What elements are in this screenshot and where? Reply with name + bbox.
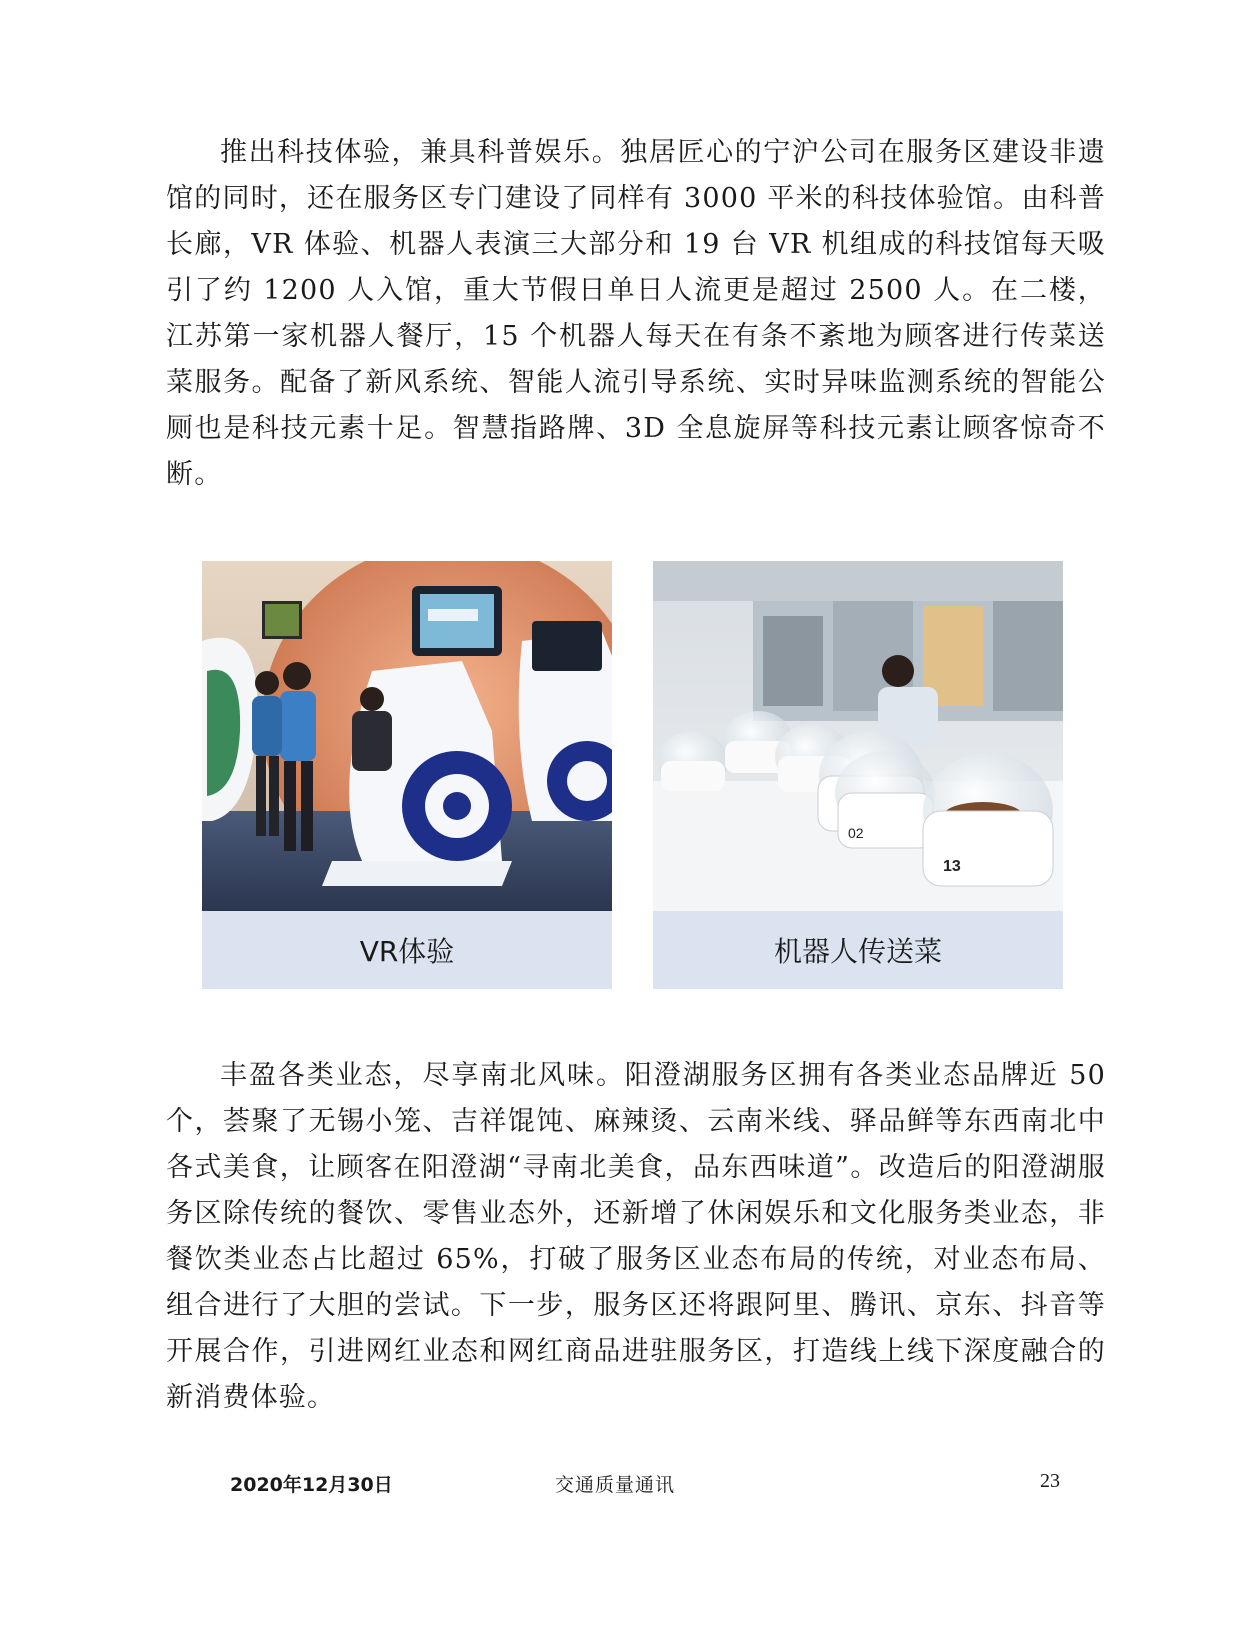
robot-delivery-photo <box>653 561 1063 911</box>
figure-vr-experience <box>202 561 612 989</box>
vr-experience-caption: VR体验 <box>202 911 612 989</box>
robot-number-02: 02 <box>848 825 864 841</box>
paragraph-tech-experience: 推出科技体验，兼具科普娱乐。独居匠心的宁沪公司在服务区建设非遗馆的同时，还在服务区专门建设了同样有 3000 平米的科技体验馆。由科普长廊，VR 体验、机器人表演三大部分和 19 台 VR 机组成的科技馆每天吸引了约 1200 人入馆，重大节假日单日人流更是超过 2500 人。在二楼，江苏第一家机器人餐厅，15 个机器人每天在有条不紊地为顾客进行传菜送菜服务。配备了新风系统、智能人流引导系统、实时异味监测系统的智能公厕也是科技元素十足。智慧指路牌、3D 全息旋屏等科技元素让顾客惊奇不断。 <box>166 137 1106 490</box>
vr-experience-photo <box>202 561 612 911</box>
paragraph-dining-variety: 丰盈各类业态，尽享南北风味。阳澄湖服务区拥有各类业态品牌近 50 个，荟聚了无锡小笼、吉祥馄饨、麻辣烫、云南米线、驿品鲜等东西南北中各式美食，让顾客在阳澄湖“寻南北美食，品东西味道”。改造后的阳澄湖服务区除传统的餐饮、零售业态外，还新增了休闲娱乐和文化服务类业态，非餐饮类业态占比超过 65%，打破了服务区业态布局的传统，对业态布局、组合进行了大胆的尝试。下一步，服务区还将跟阿里、腾讯、京东、抖音等开展合作，引进网红业态和网红商品进驻服务区，打造线上线下深度融合的新消费体验。 <box>166 1060 1106 1413</box>
footer-date: 2020年12月30日 <box>230 1474 393 1496</box>
page-number: 23 <box>1040 1470 1060 1492</box>
robot-number-13: 13 <box>943 858 961 875</box>
robot-delivery-caption: 机器人传送菜 <box>653 911 1063 989</box>
figure-robot-delivery <box>653 561 1063 989</box>
footer-journal-name: 交通质量通讯 <box>555 1474 676 1496</box>
